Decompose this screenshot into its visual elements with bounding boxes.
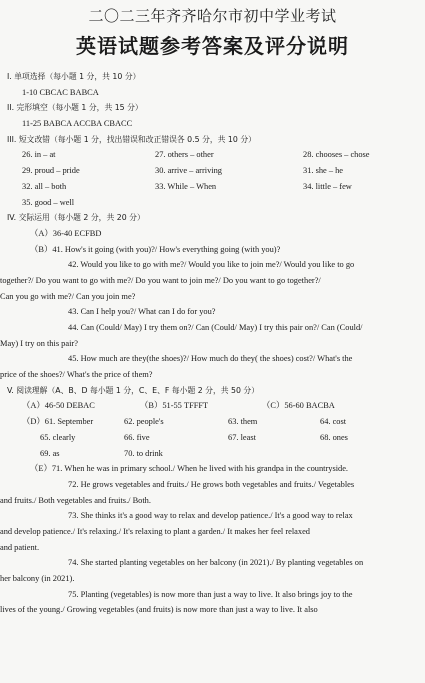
answer-body: [0, 69, 425, 618]
reading-d-item: （D）61. September: [22, 417, 94, 427]
reading-abc-row: [0, 398, 425, 414]
section-4-heading: IV. 交际运用（每小题 2 分，共 20 分）: [7, 213, 145, 223]
exam-title: 二〇二三年齐齐哈尔市初中学业考试: [88, 7, 337, 25]
answer-75-cont: lives of the young./ Growing vegetables (and fruits) is now more than just a way to live. It also: [0, 605, 318, 615]
correction-item: 33. While – When: [155, 181, 217, 191]
reading-d-item: 63. them: [228, 417, 258, 427]
answer-74-cont: her balcony (in 2021).: [0, 574, 75, 583]
correction-item: 34. little – few: [303, 181, 352, 191]
reading-d-row: [0, 414, 425, 430]
section-1-answers: 1-10 CBCAC BABCA: [22, 87, 99, 97]
correction-item: 28. chooses – chose: [303, 150, 370, 160]
reading-d-item: 62. people's: [124, 417, 164, 427]
reading-d-item: 64. cost: [320, 417, 347, 427]
reading-part-b: （B）51-55 TFFFT: [140, 401, 209, 411]
correction-row: [0, 163, 425, 179]
reading-d-item: 66. five: [124, 432, 150, 442]
correction-item: 29. proud – pride: [22, 166, 80, 176]
correction-item: 35. good – well: [22, 197, 75, 207]
answer-41: （B）41. How's it going (with you)?/ How's everything going (with you)?: [30, 244, 281, 254]
correction-row: [0, 179, 425, 195]
answer-43: 43. Can I help you?/ What can I do for you?: [68, 307, 216, 317]
section-1-heading: I. 单项选择（每小题 1 分，共 10 分）: [7, 72, 141, 81]
reading-d-item: 65. clearly: [40, 432, 76, 442]
answer-44-cont: May) I try on this pair?: [0, 338, 78, 348]
reading-d-row: [0, 430, 425, 446]
answer-74: 74. She started planting vegetables on her balcony (in 2021)./ By planting vegetables on: [68, 558, 364, 568]
reading-part-a: （A）46-50 DEBAC: [22, 401, 95, 411]
answer-42: 42. Would you like to go with me?/ Would you like to join me?/ Would you like to go: [68, 260, 355, 270]
correction-row: [0, 195, 425, 211]
answer-45-cont: price of the shoes?/ What's the price of them?: [0, 370, 153, 380]
reading-d-item: 67. least: [228, 432, 256, 442]
answer-72-cont: and fruits./ Both vegetables and fruits./ Both.: [0, 495, 151, 505]
correction-item: 32. all – both: [22, 181, 67, 191]
correction-item: 27. others – other: [155, 150, 214, 160]
answer-42-cont: Can you go with me?/ Can you join me?: [0, 291, 136, 301]
section-2-heading: II. 完形填空（每小题 1 分，共 15 分）: [7, 103, 143, 113]
answer-72: 72. He grows vegetables and fruits./ He grows both vegetables and fruits./ Vegetables: [68, 479, 355, 489]
reading-part-c: （C）56-60 BACBA: [262, 401, 335, 411]
section-3-heading: III. 短文改错（每小题 1 分，找出错误和改正错误各 0.5 分，共 10 分）: [7, 134, 256, 144]
answer-73: 73. She thinks it's a good way to relax and develop patience./ It's a good way to relax: [68, 511, 353, 521]
reading-d-item: 70. to drink: [124, 448, 163, 458]
reading-d-item: 68. ones: [320, 432, 348, 442]
correction-item: 30. arrive – arriving: [155, 166, 222, 176]
reading-d-item: 69. as: [40, 448, 60, 458]
correction-row: [0, 147, 425, 163]
section-5-heading: V. 阅读理解（A、B、D 每小题 1 分，C、E、F 每小题 2 分，共 50 分）: [7, 385, 260, 395]
answer-73-cont: and develop patience./ It's relaxing./ It's relaxing to plant a garden./ It makes her feel relaxed: [0, 526, 310, 536]
answer-73-cont: and patient.: [0, 542, 40, 552]
correction-item: 31. she – he: [303, 166, 344, 176]
answer-71: （E）71. When he was in primary school./ When he lived with his grandpa in the countryside.: [30, 464, 349, 474]
section-4-part-a: （A）36-40 ECFBD: [30, 228, 102, 238]
answer-44: 44. Can (Could/ May) I try them on?/ Can (Could/ May) I try this pair on?/ Can (Could/: [68, 323, 363, 332]
document-title: 英语试题参考答案及评分说明: [76, 34, 349, 58]
correction-item: 26. in – at: [22, 150, 56, 160]
answer-75: 75. Planting (vegetables) is now more than just a way to live. It also brings joy to the: [68, 589, 353, 599]
reading-d-row: [0, 446, 425, 462]
answer-45: 45. How much are they(the shoes)?/ How much do they( the shoes) cost?/ What's the: [68, 354, 353, 364]
answer-42-cont: together?/ Do you want to go with me?/ Do you want to join me?/ Do you want to go together?/: [0, 275, 321, 285]
section-2-answers: 11-25 BABCA ACCBA CBACC: [22, 119, 133, 129]
